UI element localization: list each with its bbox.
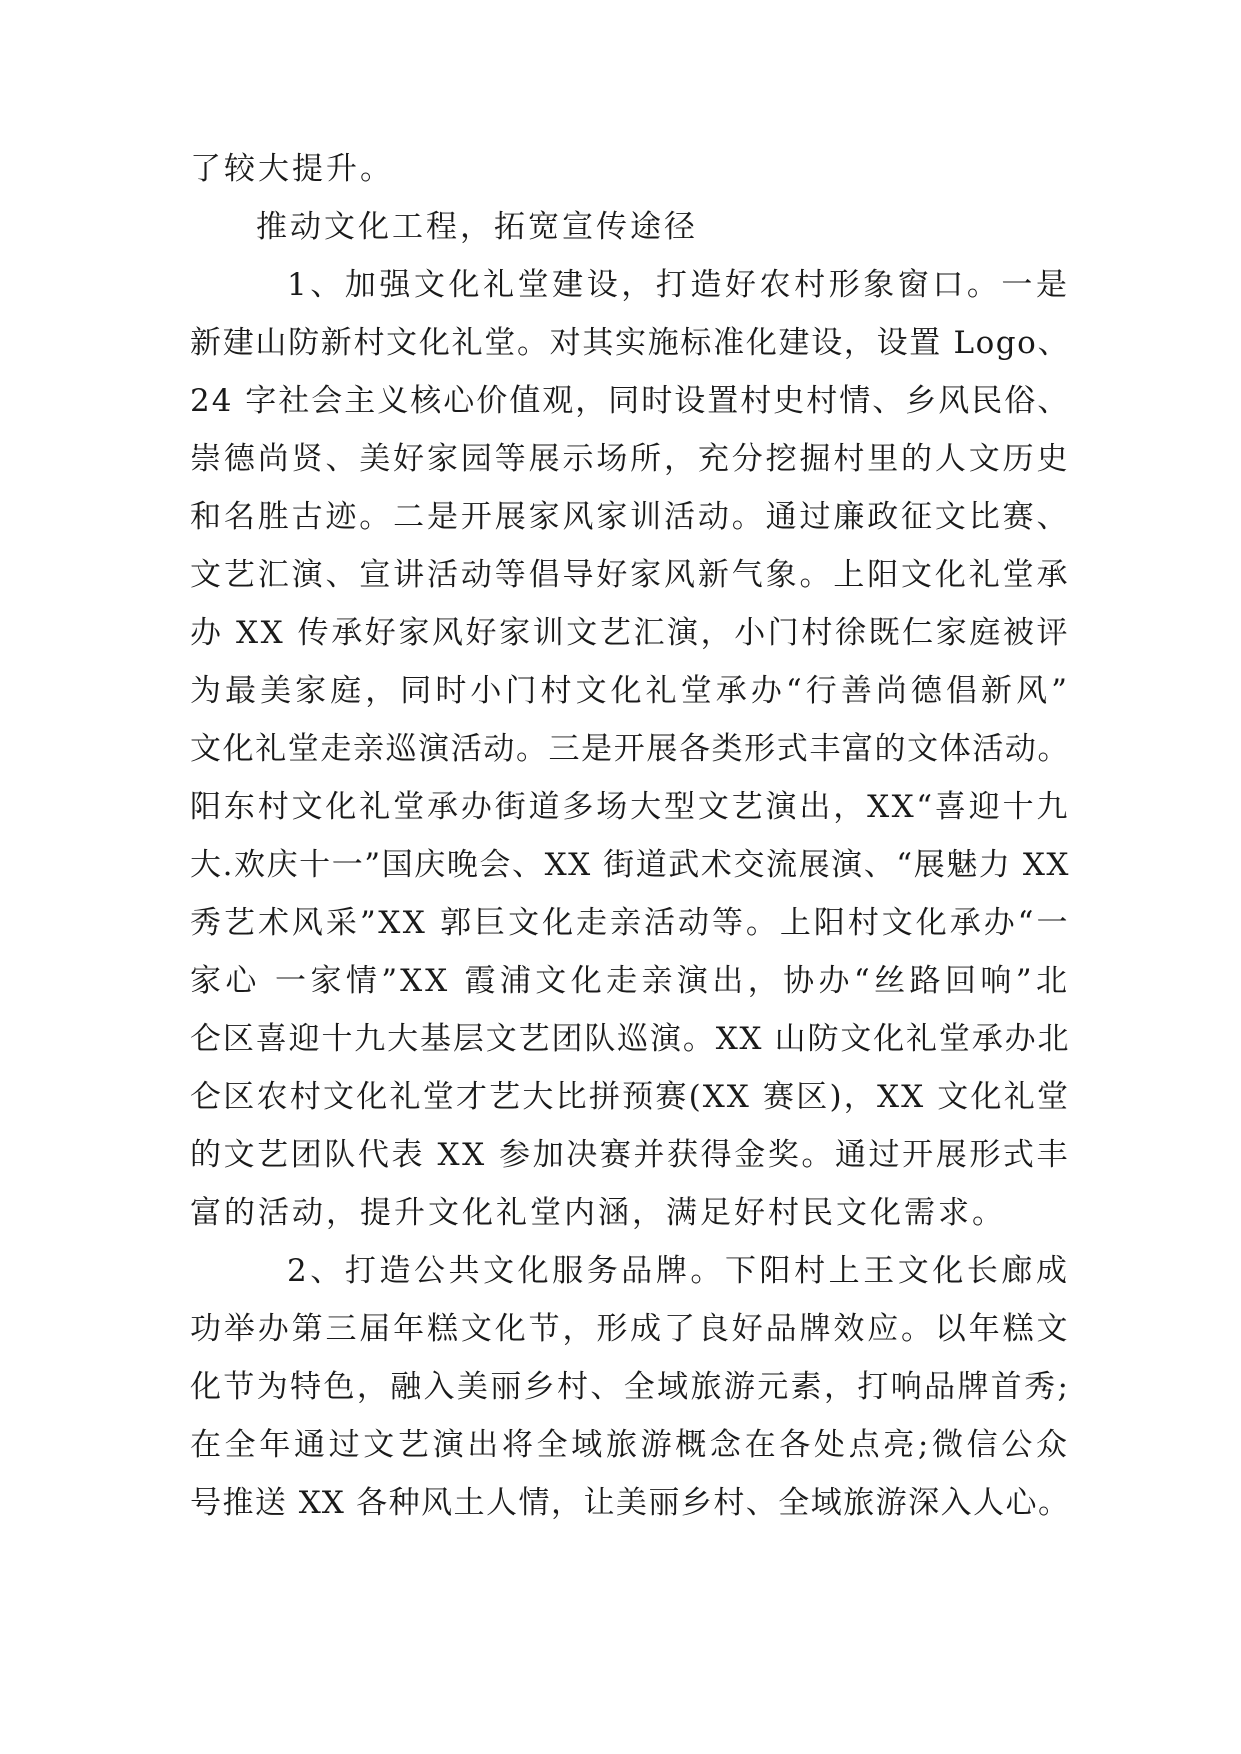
text-line: 大.欢庆十一”国庆晚会、XX 街道武术交流展演、“展魅力 XX [190,847,1070,883]
text-line: 为最美家庭，同时小门村文化礼堂承办“行善尚德倡新风” [190,673,1070,709]
text-line: 文化礼堂走亲巡演活动。三是开展各类形式丰富的文体活动。 [190,731,1070,767]
text-line: 文艺汇演、宣讲活动等倡导好家风新气象。上阳文化礼堂承 [190,557,1070,593]
text-line: 2、打造公共文化服务品牌。下阳村上王文化长廊成 [287,1253,1070,1289]
text-line: 家心 一家情”XX 霞浦文化走亲演出，协办“丝路回响”北 [190,963,1070,999]
text-line: 秀艺术风采”XX 郭巨文化走亲活动等。上阳村文化承办“一 [190,905,1070,941]
section-heading: 推动文化工程，拓宽宣传途径 [256,209,698,245]
text-line: 的文艺团队代表 XX 参加决赛并获得金奖。通过开展形式丰 [190,1137,1070,1173]
text-line: 办 XX 传承好家风好家训文艺汇演，小门村徐既仁家庭被评 [190,615,1070,651]
text-line: 和名胜古迹。二是开展家风家训活动。通过廉政征文比赛、 [190,499,1070,535]
text-line: 号推送 XX 各种风土人情，让美丽乡村、全域旅游深入人心。 [190,1485,1070,1521]
text-line: 阳东村文化礼堂承办街道多场大型文艺演出，XX“喜迎十九 [190,789,1070,825]
text-line: 24 字社会主义核心价值观，同时设置村史村情、乡风民俗、 [190,383,1070,419]
text-line: 1、加强文化礼堂建设，打造好农村形象窗口。一是 [287,267,1070,303]
text-line: 化节为特色，融入美丽乡村、全域旅游元素，打响品牌首秀; [190,1369,1070,1405]
text-line: 富的活动，提升文化礼堂内涵，满足好村民文化需求。 [190,1195,1006,1231]
text-line: 新建山防新村文化礼堂。对其实施标准化建设，设置 Logo、 [190,325,1070,361]
text-line: 仑区喜迎十九大基层文艺团队巡演。XX 山防文化礼堂承办北 [190,1021,1070,1057]
text-line: 功举办第三届年糕文化节，形成了良好品牌效应。以年糕文 [190,1311,1070,1347]
text-line: 仑区农村文化礼堂才艺大比拼预赛(XX 赛区)，XX 文化礼堂 [190,1079,1070,1115]
text-line: 崇德尚贤、美好家园等展示场所，充分挖掘村里的人文历史 [190,441,1070,477]
text-line: 了较大提升。 [190,151,394,187]
text-line: 在全年通过文艺演出将全域旅游概念在各处点亮;微信公众 [190,1427,1070,1463]
